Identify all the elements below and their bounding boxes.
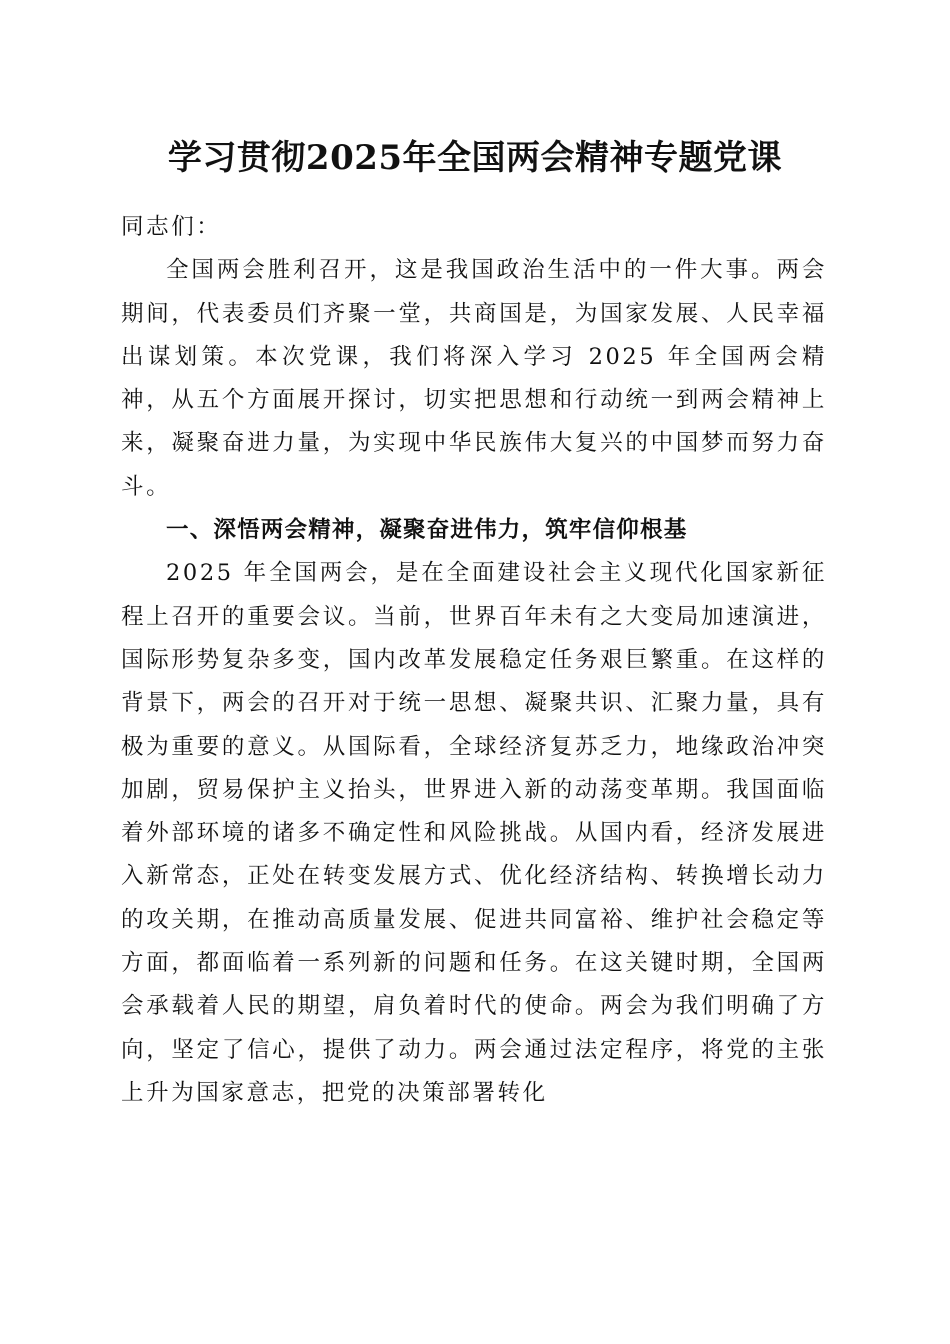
- document-title: 学习贯彻2025年全国两会精神专题党课: [167, 138, 783, 178]
- document-body: [121, 206, 827, 1115]
- salutation: 同志们：: [121, 214, 222, 240]
- section-1-heading: 一、深悟两会精神，凝聚奋进伟力，筑牢信仰根基: [166, 517, 688, 544]
- intro-paragraph: 全国两会胜利召开，这是我国政治生活中的一件大事。两会期间，代表委员们齐聚一堂，共商国是，为国家发展、人民幸福出谋划策。本次党课，我们将深入学习 2025 年全国两会精神，从五个方面展开探讨，切实把思想和行动统一到两会精神上来，凝聚奋进力量，为实现中华民族伟大复兴的中国梦而努力奋斗。: [121, 257, 827, 500]
- section-1-paragraph: 2025 年全国两会，是在全面建设社会主义现代化国家新征程上召开的重要会议。当前，世界百年未有之大变局加速演进，国际形势复杂多变，国内改革发展稳定任务艰巨繁重。在这样的背景下，两会的召开对于统一思想、凝聚共识、汇聚力量，具有极为重要的意义。从国际看，全球经济复苏乏力，地缘政治冲突加剧，贸易保护主义抬头，世界进入新的动荡变革期。我国面临着外部环境的诸多不确定性和风险挑战。从国内看，经济发展进入新常态，正处在转变发展方式、优化经济结构、转换增长动力的攻关期，在推动高质量发展、促进共同富裕、维护社会稳定等方面，都面临着一系列新的问题和任务。在这关键时期，全国两会承载着人民的期望，肩负着时代的使命。两会为我们明确了方向，坚定了信心，提供了动力。两会通过法定程序，将党的主张上升为国家意志，把党的决策部署转化: [121, 560, 827, 1106]
